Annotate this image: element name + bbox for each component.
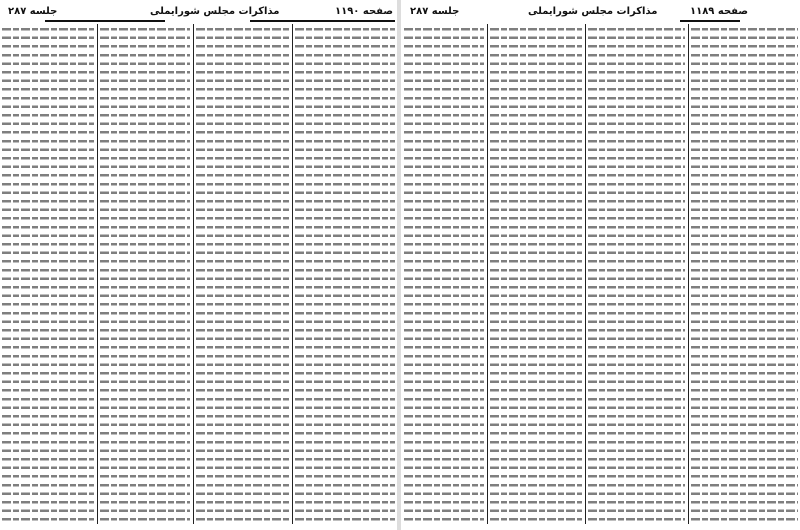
- text-column: [404, 26, 484, 524]
- column-divider: [487, 24, 488, 524]
- header-rule: [45, 20, 165, 22]
- header-rule: [680, 20, 740, 22]
- right-page: [400, 0, 800, 530]
- text-column: [196, 26, 289, 524]
- column-divider: [193, 24, 194, 524]
- session-number: جلسه ۲۸۷: [410, 6, 460, 17]
- text-column: [100, 26, 190, 524]
- page-title: مذاکرات مجلس شورایملی: [150, 6, 280, 17]
- text-column: [2, 26, 94, 524]
- text-column: [490, 26, 582, 524]
- page-number: صفحه ۱۱۹۰: [335, 6, 394, 17]
- text-column: [691, 26, 798, 524]
- left-page: [0, 0, 398, 530]
- column-divider: [292, 24, 293, 524]
- text-column: [588, 26, 685, 524]
- text-column: [295, 26, 395, 524]
- header-rule: [250, 20, 395, 22]
- column-divider: [688, 24, 689, 524]
- column-divider: [97, 24, 98, 524]
- page-number: صفحه ۱۱۸۹: [690, 6, 749, 17]
- column-divider: [585, 24, 586, 524]
- page-title: مذاکرات مجلس شورایملی: [528, 6, 658, 17]
- session-number: جلسه ۲۸۷: [8, 6, 58, 17]
